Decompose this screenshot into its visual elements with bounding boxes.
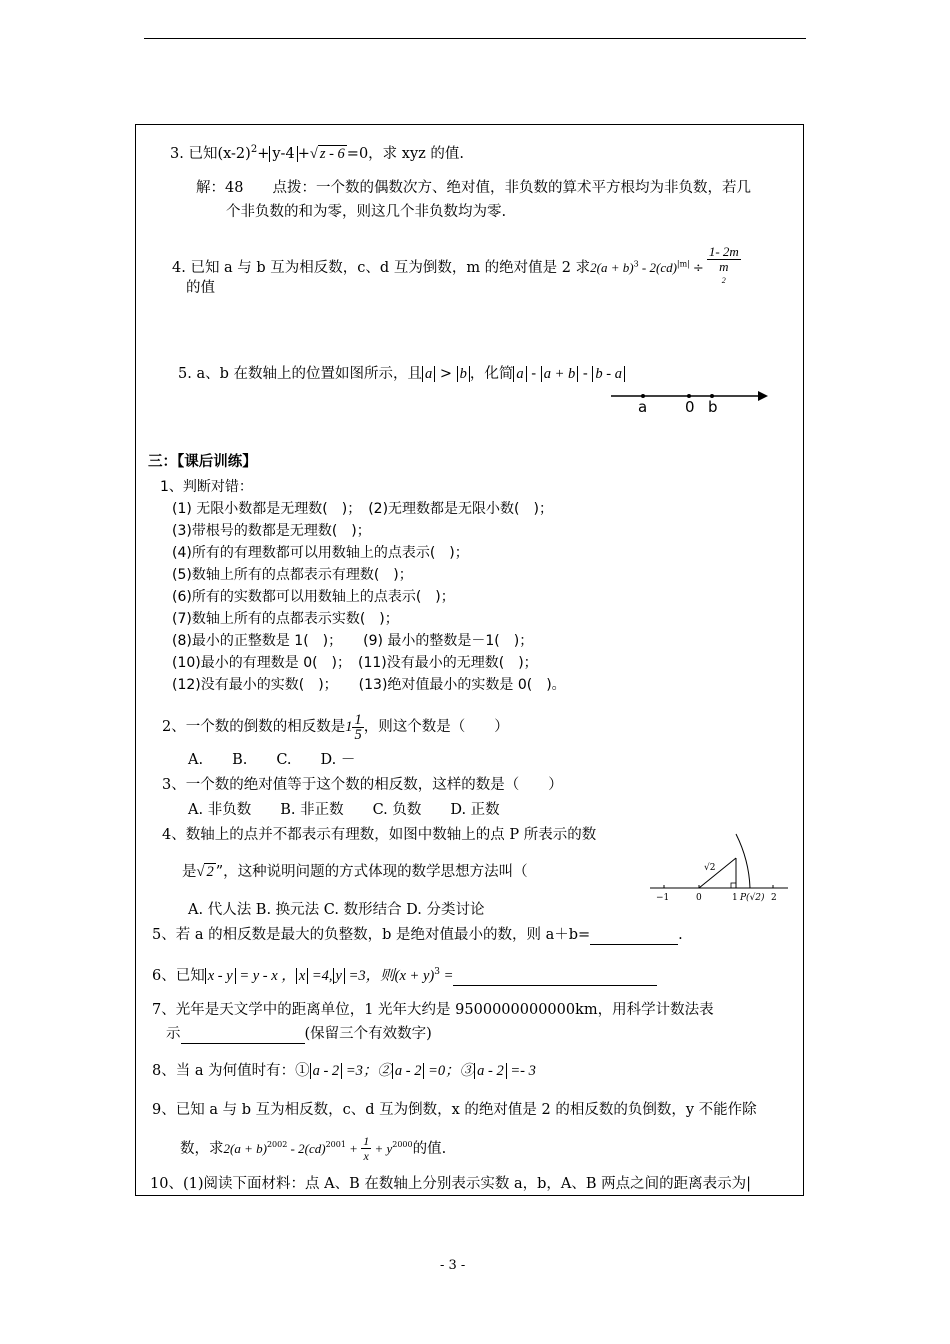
q3-line: 3. 已知$(x-2)^2+ y-4$ +√ z - 6 =0，求 xyz 的值. bbox=[170, 144, 465, 162]
q5-line: 5. a、b 在数轴上的位置如图所示，且 a > b ，化简 a - a + b - b - a bbox=[178, 365, 625, 383]
right-angle bbox=[731, 883, 736, 888]
q9-line1: 9、已知 a 与 b 互为相反数，c、d 互为倒数，x 的绝对值是 2 的相反数的负倒数，y 不能作除 bbox=[152, 1102, 757, 1118]
axis-arrow bbox=[758, 391, 768, 401]
q5-number-line bbox=[608, 386, 768, 418]
q4b-options: A. 代人法 B. 换元法 C. 数形结合 D. 分类讨论 bbox=[188, 902, 485, 918]
q7-line2: 示 (保留三个有效数字) bbox=[166, 1026, 432, 1042]
q2-options: A. B. C. D. － bbox=[188, 752, 356, 768]
section-title: 三：【课后训练】 bbox=[148, 453, 257, 470]
q6-line: 6、已知 x - y = y - x ， x =4, y =3，则$(x + y)^3$ = bbox=[152, 963, 657, 986]
arc bbox=[736, 834, 750, 888]
q8-line: 8、当 a 为何值时有：① a - 2 =3；② a - 2 =0；③ a - 2 =- 3 bbox=[152, 1063, 536, 1079]
q4-line2: 的值 bbox=[186, 280, 215, 296]
judge-line-7: (8)最小的正整数是 1( )； (9) 最小的整数是－1( )； bbox=[172, 633, 534, 649]
q5b-line: 5、若 a 的相反数是最大的负整数，b 是绝对值最小的数，则 a＋b= . bbox=[152, 927, 683, 943]
q3b-options: A. 非负数 B. 非正数 C. 负数 D. 正数 bbox=[188, 802, 500, 818]
label-0: 0 bbox=[685, 398, 695, 416]
fig-label-2: 2 bbox=[771, 893, 777, 903]
judge-line-8: (10)最小的有理数是 0( )； (11)没有最小的无理数( )； bbox=[172, 655, 538, 671]
judge-line-4: (5)数轴上所有的点都表示有理数( )； bbox=[172, 567, 413, 583]
fig-label-0: 0 bbox=[696, 893, 702, 903]
q3b-line: 3、一个数的绝对值等于这个数的相反数，这样的数是（ ） bbox=[162, 777, 563, 793]
fig-label-m1: −1 bbox=[656, 893, 670, 903]
judge-title: 1、判断对错： bbox=[160, 479, 253, 495]
fig-label-p: P(√2) bbox=[740, 893, 765, 903]
page-number: - 3 - bbox=[440, 1258, 466, 1273]
q4-line: 4. 已知 a 与 b 互为相反数，c、d 互为倒数，m 的绝对值是 2 求$2(a + b)^3 - 2(cd)^{|m|}$ ÷ 1- 2m m $^2$ bbox=[172, 244, 739, 285]
header-rule bbox=[144, 38, 806, 39]
label-a: a bbox=[638, 398, 648, 416]
q4b-line2: 是√ 2 ”，这种说明问题的方式体现的数学思想方法叫（ bbox=[182, 864, 528, 880]
q4b-line: 4、数轴上的点并不都表示有理数，如图中数轴上的点 P 所表示的数 bbox=[162, 827, 597, 843]
q3-solution-2: 个非负数的和为零，则这几个非负数均为零. bbox=[226, 204, 507, 220]
q2-line: 2、一个数的倒数的相反数是1 $\frac{1}{5}$ ，则这个数是（ ） bbox=[162, 711, 509, 743]
judge-line-3: (4)所有的有理数都可以用数轴上的点表示( )； bbox=[172, 545, 469, 561]
judge-line-2: (3)带根号的数都是无理数( )； bbox=[172, 523, 371, 539]
judge-line-9: (12)没有最小的实数( )； (13)绝对值最小的实数是 0( )。 bbox=[172, 677, 566, 693]
judge-line-1: (1) 无限小数都是无理数( )； (2)无理数都是无限小数( )； bbox=[172, 501, 553, 517]
q7-line1: 7、光年是天文学中的距离单位，1 光年大约是 9500000000000km，用科学计数法表 bbox=[152, 1002, 714, 1018]
judge-line-6: (7)数轴上所有的点都表示实数( )； bbox=[172, 611, 399, 627]
fig-sqrt2-label: √2 bbox=[704, 863, 716, 873]
q4b-figure bbox=[646, 830, 794, 904]
q9-line2: 数，求$2(a + b)^{2002} - 2(cd)^{2001}$ + $\frac{1}{x}$ + $y^{2000}$的值. bbox=[180, 1134, 447, 1164]
q10-line: 10、(1)阅读下面材料：点 A、B 在数轴上分别表示实数 a，b，A、B 两点之间的距离表示为| bbox=[150, 1176, 751, 1192]
label-b: b bbox=[708, 398, 718, 416]
fig-label-1: 1 bbox=[732, 893, 738, 903]
judge-line-5: (6)所有的实数都可以用数轴上的点表示( )； bbox=[172, 589, 455, 605]
q3-solution-1: 解：48 点拨：一个数的偶数次方、绝对值，非负数的算术平方根均为非负数，若几 bbox=[196, 180, 751, 196]
